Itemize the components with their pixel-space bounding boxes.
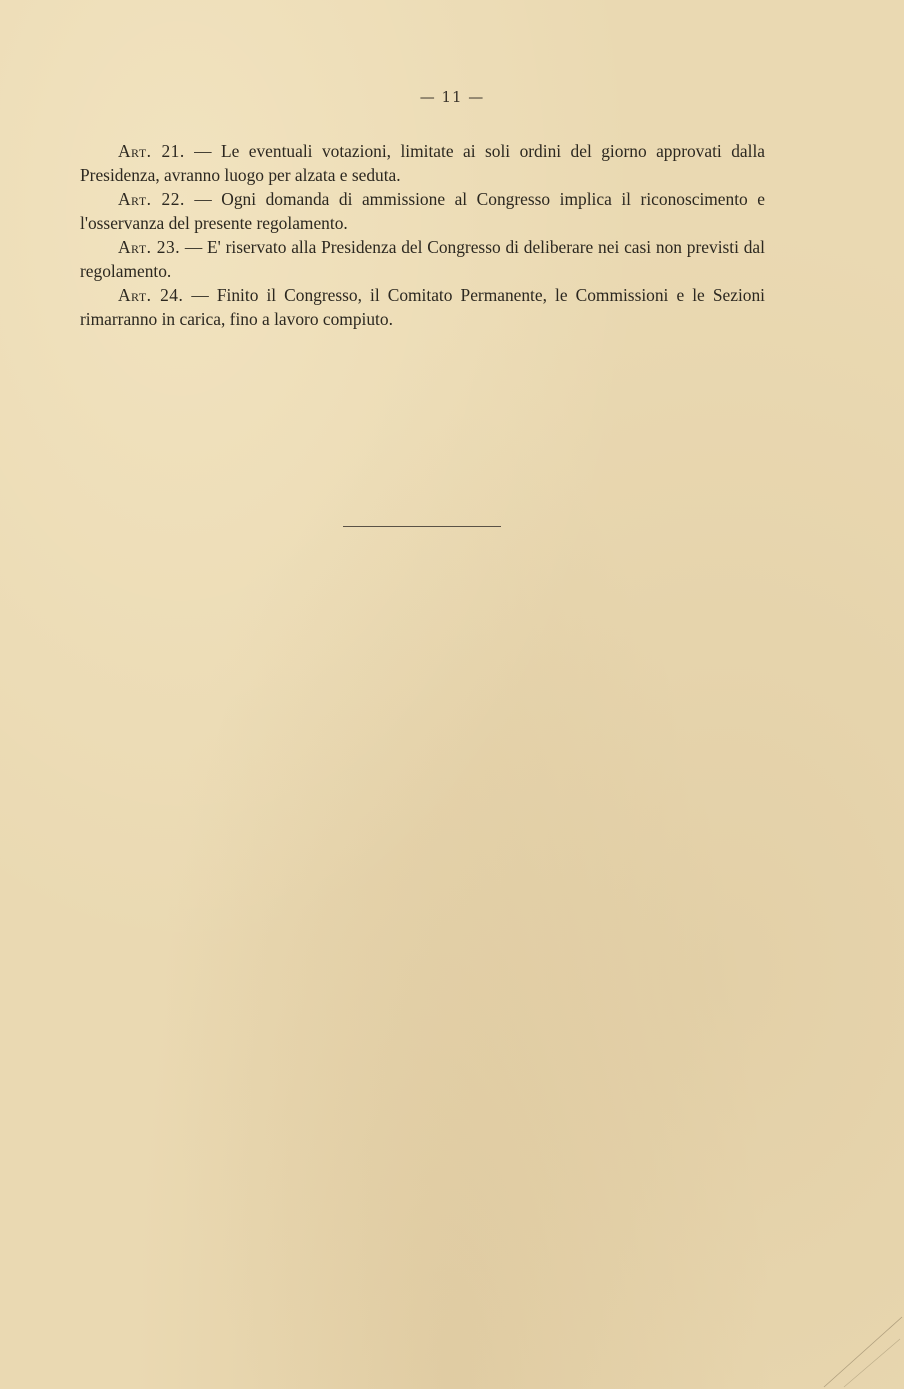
- article-label: Art. 22.: [118, 189, 185, 209]
- article-label: Art. 24.: [118, 285, 184, 305]
- article-21: [80, 139, 765, 187]
- page-number: — 11 —: [419, 88, 485, 106]
- article-label: Art. 21.: [118, 141, 185, 161]
- article-23: [80, 235, 765, 283]
- article-22: [80, 187, 765, 235]
- article-body: — E' riservato alla Presidenza del Congresso di deliberare nei casi non previsti dal regolamento.: [80, 237, 765, 281]
- pencil-stroke-mark: [814, 1299, 904, 1389]
- regulation-text: [80, 139, 765, 331]
- article-body: — Finito il Congresso, il Comitato Permanente, le Commissioni e le Sezioni rimarranno in carica, fino a lavoro compiuto.: [80, 285, 765, 329]
- article-label: Art. 23.: [118, 237, 181, 257]
- article-24: [80, 283, 765, 331]
- article-body: — Ogni domanda di ammissione al Congresso implica il riconoscimento e l'osservanza del presente regolamento.: [80, 189, 766, 233]
- article-body: — Le eventuali votazioni, limitate ai soli ordini del giorno approvati dalla Presidenza, avranno luogo per alzata e seduta.: [80, 141, 765, 185]
- end-separator-rule: [343, 526, 501, 527]
